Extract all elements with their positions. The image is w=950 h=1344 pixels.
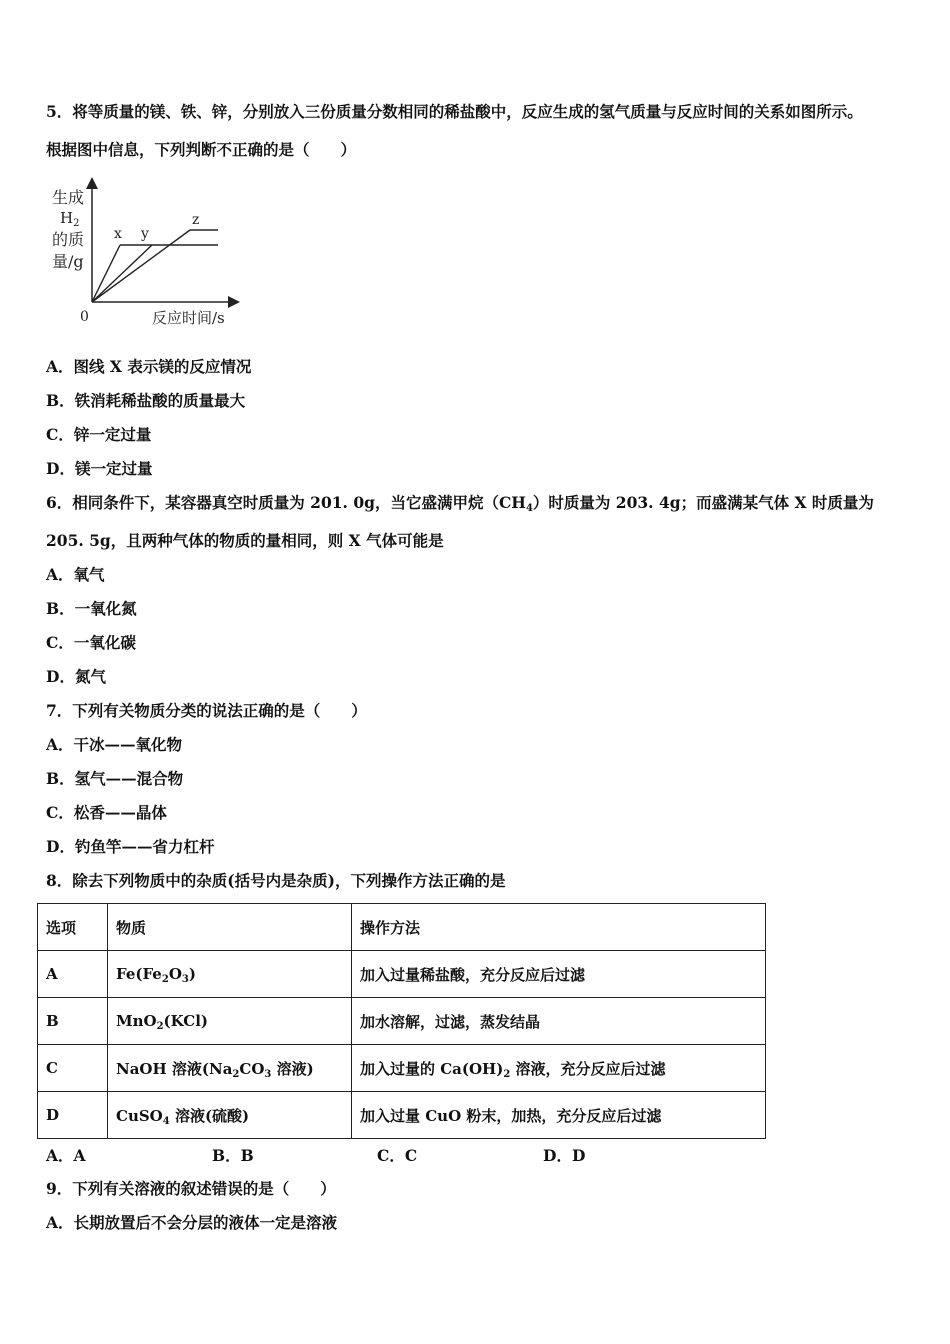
q6-option-d: D．氮气 xyxy=(46,667,106,686)
row-method: 加入过量的 $Ca(OH)_2$ 溶液，充分反应后过滤 xyxy=(352,1045,766,1092)
q5-option-b: B．铁消耗稀盐酸的质量最大 xyxy=(46,391,246,410)
q8-answer-a: A．A xyxy=(46,1146,86,1165)
row-method: 加水溶解，过滤，蒸发结晶 xyxy=(352,998,766,1045)
q5-option-c: C．锌一定过量 xyxy=(46,425,152,444)
ylabel-1: 生成 xyxy=(52,188,85,207)
q5-stem-line1: 5．将等质量的镁、铁、锌，分别放入三份质量分数相同的稀盐酸中，反应生成的氢气质量与反应时间的关系如图所示。 xyxy=(46,102,863,121)
table-row xyxy=(38,998,766,1045)
q6-option-a: A．氧气 xyxy=(46,565,105,584)
row-substance: MnO$_2$(KCl) xyxy=(108,998,352,1045)
q6-stem-line1: 6．相同条件下，某容器真空时质量为 201. 0g，当它盛满甲烷$(CH_4)$时质量为 203. 4g；而盛满某气体 X 时质量为 xyxy=(46,493,874,514)
q9-stem: 9．下列有关溶液的叙述错误的是（ ） xyxy=(46,1179,336,1198)
q7-option-a: A．干冰——氧化物 xyxy=(46,735,183,754)
q7-option-c: C．松香——晶体 xyxy=(46,803,167,822)
row-substance: CuSO$_4$ 溶液(硫酸) xyxy=(108,1092,352,1139)
curve-y-label: y xyxy=(141,226,149,242)
row-method: 加入过量 CuO 粉末，加热，充分反应后过滤 xyxy=(352,1092,766,1139)
row-substance: $Fe(Fe_2O_3)$ xyxy=(108,951,352,998)
row-substance: NaOH 溶液($Na_2CO_3$ 溶液) xyxy=(108,1045,352,1092)
q7-option-d: D．钓鱼竿——省力杠杆 xyxy=(46,837,215,856)
q5-stem-line2: 根据图中信息，下列判断不正确的是（ ） xyxy=(46,140,357,159)
q8-stem: 8．除去下列物质中的杂质(括号内是杂质)，下列操作方法正确的是 xyxy=(46,871,506,890)
ylabel-2: $H_2$ xyxy=(60,209,80,229)
header-option: 选项 xyxy=(38,904,108,951)
row-method: 加入过量稀盐酸，充分反应后过滤 xyxy=(352,951,766,998)
q6-option-b: B．一氧化氮 xyxy=(46,599,137,618)
row-option: C xyxy=(38,1045,108,1092)
q8-table xyxy=(37,903,766,1139)
origin-label: 0 xyxy=(80,309,89,325)
row-option: B xyxy=(38,998,108,1045)
q8-answer-b: B．B xyxy=(212,1146,254,1165)
q6-stem-line2: 205. 5g，且两种气体的物质的量相同，则 X 气体可能是 xyxy=(46,531,444,550)
xlabel: 反应时间/s xyxy=(152,309,225,327)
curve-y-line xyxy=(92,245,152,302)
table-row xyxy=(38,1045,766,1092)
table-row xyxy=(38,951,766,998)
q5-option-a: A．图线 X 表示镁的反应情况 xyxy=(46,357,252,376)
q5-graph xyxy=(42,175,252,330)
curve-x-label: x xyxy=(114,226,122,242)
q9-option-a: A．长期放置后不会分层的液体一定是溶液 xyxy=(46,1213,338,1232)
curve-z-label: z xyxy=(192,212,200,228)
q7-option-b: B．氢气——混合物 xyxy=(46,769,184,788)
row-option: D xyxy=(38,1092,108,1139)
q6-option-c: C．一氧化碳 xyxy=(46,633,136,652)
curve-x-line xyxy=(92,245,120,302)
q5-option-d: D．镁一定过量 xyxy=(46,459,153,478)
ylabel-3: 的质 xyxy=(52,230,85,249)
q7-stem: 7．下列有关物质分类的说法正确的是（ ） xyxy=(46,701,367,720)
table-row xyxy=(38,1092,766,1139)
q8-answer-c: C．C xyxy=(377,1146,418,1165)
row-option: A xyxy=(38,951,108,998)
header-substance: 物质 xyxy=(108,904,352,951)
q8-answer-d: D．D xyxy=(543,1146,586,1165)
header-method: 操作方法 xyxy=(352,904,766,951)
ylabel-4: 量/g xyxy=(52,252,84,271)
table-header-row xyxy=(38,904,766,951)
